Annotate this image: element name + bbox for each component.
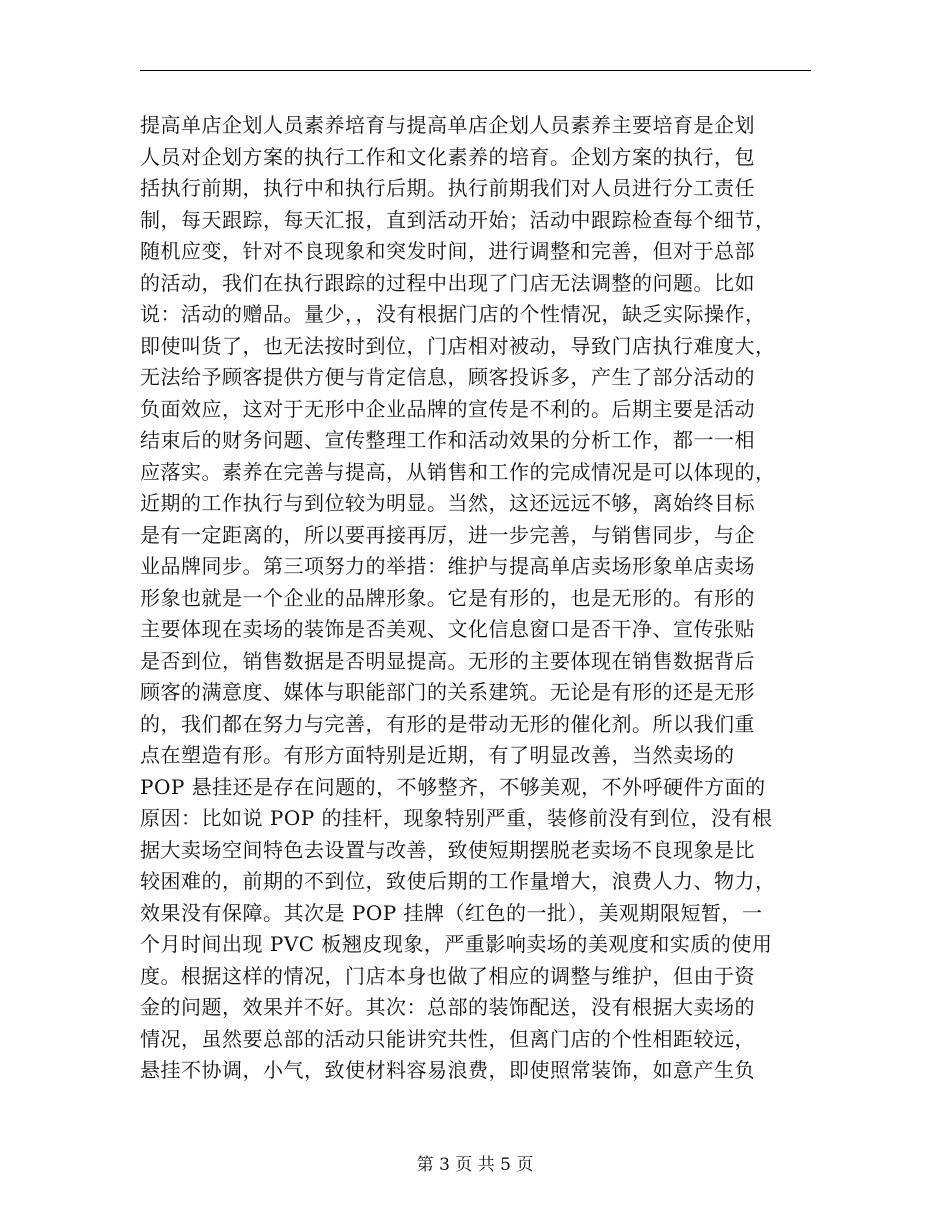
text-line: 形象也就是一个企业的品牌形象。它是有形的，也是无形的。有形的 (140, 585, 755, 610)
text-line: 括执行前期，执行中和执行后期。执行前期我们对人员进行分工责任 (140, 176, 755, 200)
text-line: 较困难的，前期的不到位，致使后期的工作量增大，浪费人力、物力， (140, 869, 776, 893)
text-line: 情况，虽然要总部的活动只能讲究共性，但离门店的个性相距较远， (140, 1026, 755, 1051)
text-line: 主要体现在卖场的装饰是否美观、文化信息窗口是否干净、宣传张贴 (140, 617, 755, 641)
text-line: 无法给予顾客提供方便与肯定信息，顾客投诉多，产生了部分活动的 (140, 365, 755, 389)
text-line: 随机应变，针对不良现象和突发时间，进行调整和完善，但对于总部 (140, 239, 755, 263)
text-line: 度。根据这样的情况，门店本身也做了相应的调整与维护，但由于资 (140, 963, 755, 988)
text-line: 效果没有保障。其次是 POP 挂牌（红色的一批），美观期限短暂，一 (140, 900, 763, 925)
text-line: 说：活动的赠品。量少，，没有根据门店的个性情况，缺乏实际操作， (140, 302, 766, 326)
text-line: 的，我们都在努力与完善，有形的是带动无形的催化剂。所以我们重 (140, 711, 755, 736)
text-line: 悬挂不协调，小气，致使材料容易浪费，即使照常装饰，如意产生负 (140, 1058, 755, 1082)
header-rule (140, 70, 811, 71)
text-line: 近期的工作执行与到位较为明显。当然，这还远远不够，离始终目标 (140, 491, 755, 515)
text-line: 点在塑造有形。有形方面特别是近期，有了明显改善，当然卖场的 (140, 743, 735, 767)
text-line: POP 悬挂还是存在问题的，不够整齐，不够美观，不外呼硬件方面的 (140, 774, 766, 799)
text-line: 人员对企划方案的执行工作和文化素养的培育。企划方案的执行，包 (140, 144, 755, 169)
text-line: 的活动，我们在执行跟踪的过程中出现了门店无法调整的问题。比如 (140, 270, 755, 295)
text-line: 提高单店企划人员素养培育与提高单店企划人员素养主要培育是企划 (140, 113, 755, 137)
text-line: 顾客的满意度、媒体与职能部门的关系建筑。无论是有形的还是无形 (140, 680, 755, 704)
text-line: 结束后的财务问题、宣传整理工作和活动效果的分析工作，都一一相 (140, 428, 755, 452)
text-line: 应落实。素养在完善与提高，从销售和工作的完成情况是可以体现的， (140, 459, 776, 484)
text-line: 个月时间出现 PVC 板翘皮现象，严重影响卖场的美观度和实质的使用 (140, 932, 773, 956)
text-line: 是有一定距离的，所以要再接再厉，进一步完善，与销售同步，与企 (140, 522, 755, 547)
text-line: 负面效应，这对于无形中企业品牌的宣传是不利的。后期主要是活动 (140, 396, 755, 421)
body-text (140, 110, 820, 1087)
text-line: 即使叫货了，也无法按时到位，门店相对被动，导致门店执行难度大， (140, 333, 776, 358)
text-line: 金的问题，效果并不好。其次：总部的装饰配送，没有根据大卖场的 (140, 995, 755, 1019)
text-line: 原因：比如说 POP 的挂杆，现象特别严重，装修前没有到位，没有根 (140, 806, 773, 830)
text-line: 制，每天跟踪，每天汇报，直到活动开始；活动中跟踪检查每个细节， (140, 207, 776, 232)
text-line: 业品牌同步。第三项努力的举措：维护与提高单店卖场形象单店卖场 (140, 554, 755, 578)
page-number: 第 3 页 共 5 页 (416, 1155, 534, 1175)
text-line: 据大卖场空间特色去设置与改善，致使短期摆脱老卖场不良现象是比 (140, 837, 755, 862)
text-line: 是否到位，销售数据是否明显提高。无形的主要体现在销售数据背后 (140, 648, 755, 673)
